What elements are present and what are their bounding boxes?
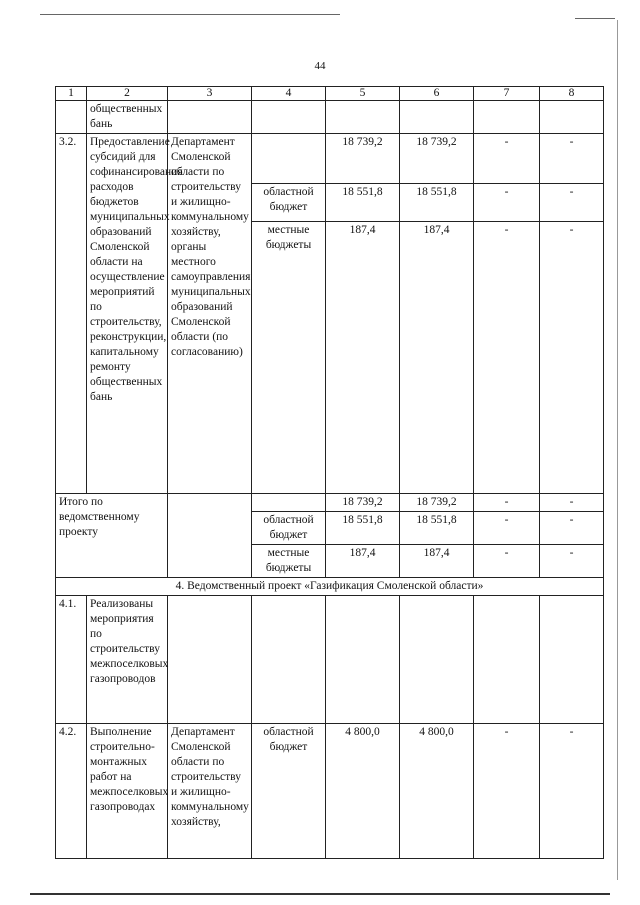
value-col6: 187,4 [400, 545, 474, 578]
col-header-1: 1 [56, 87, 87, 101]
col-header-8: 8 [540, 87, 604, 101]
table-row [56, 101, 604, 134]
row-number: 4.2. [56, 724, 87, 859]
value-col8: - [540, 545, 604, 578]
cell [56, 101, 87, 134]
source [252, 134, 326, 184]
value-col6: 4 800,0 [400, 724, 474, 859]
value-col5: 18 551,8 [326, 184, 400, 222]
scan-top-line-left [40, 14, 340, 15]
value-col8: - [540, 724, 604, 859]
row-number: 4.1. [56, 596, 87, 724]
table-row [56, 134, 604, 184]
measure-name: Реализованы мероприятия по строительству межпоселковых газопроводов [87, 596, 168, 724]
value-col8: - [540, 494, 604, 512]
source: областной бюджет [252, 184, 326, 222]
source [252, 494, 326, 512]
cell [326, 596, 400, 724]
executor: Департамент Смоленской области по строительству и жилищно-коммунальному хозяйству, органы местного самоуправления муниципальных образований Смоленской области (по согласованию) [168, 134, 252, 494]
cell [474, 596, 540, 724]
col-header-3: 3 [168, 87, 252, 101]
measure-name: Выполнение строительно-монтажных работ на межпоселковых газопроводах [87, 724, 168, 859]
value-col8: - [540, 222, 604, 494]
value-col7: - [474, 724, 540, 859]
total-label: Итого по ведомственному проекту [56, 494, 168, 578]
source: областной бюджет [252, 724, 326, 859]
cell [168, 101, 252, 134]
scan-top-line-right [575, 18, 615, 19]
value-col5: 18 739,2 [326, 134, 400, 184]
cell [252, 596, 326, 724]
header-row [56, 87, 604, 101]
value-col6: 187,4 [400, 222, 474, 494]
table-row [56, 596, 604, 724]
value-col8: - [540, 184, 604, 222]
value-col7: - [474, 545, 540, 578]
value-col5: 187,4 [326, 222, 400, 494]
row-number: 3.2. [56, 134, 87, 494]
value-col6: 18 551,8 [400, 512, 474, 545]
cell [252, 101, 326, 134]
table-row [56, 724, 604, 859]
value-col7: - [474, 494, 540, 512]
value-col7: - [474, 512, 540, 545]
col-header-6: 6 [400, 87, 474, 101]
executor: Департамент Смоленской области по строительству и жилищно-коммунальному хозяйству, [168, 724, 252, 859]
col-header-4: 4 [252, 87, 326, 101]
value-col6: 18 551,8 [400, 184, 474, 222]
cell [168, 494, 252, 578]
value-col6: 18 739,2 [400, 134, 474, 184]
value-col5: 18 551,8 [326, 512, 400, 545]
value-col5: 4 800,0 [326, 724, 400, 859]
cell [168, 596, 252, 724]
cell [400, 596, 474, 724]
col-header-7: 7 [474, 87, 540, 101]
scan-right-edge [617, 20, 618, 880]
col-header-2: 2 [87, 87, 168, 101]
value-col6: 18 739,2 [400, 494, 474, 512]
cell [474, 101, 540, 134]
value-col5: 187,4 [326, 545, 400, 578]
section-row [56, 578, 604, 596]
value-col7: - [474, 134, 540, 184]
value-col8: - [540, 512, 604, 545]
scan-bottom-line [30, 893, 610, 895]
value-col5: 18 739,2 [326, 494, 400, 512]
measure-name: Предоставление субсидий для софинансирования расходов бюджетов муниципальных образований Смоленской области на осуществление мероприятий по строительству, реконструкции, капитальному ремонту общественных бань [87, 134, 168, 494]
page-number: 44 [314, 60, 326, 72]
budget-table [55, 86, 604, 859]
section-title: 4. Ведомственный проект «Газификация Смоленской области» [56, 578, 604, 596]
value-col7: - [474, 184, 540, 222]
source: местные бюджеты [252, 222, 326, 494]
value-col8: - [540, 134, 604, 184]
source: областной бюджет [252, 512, 326, 545]
cont-name-cell: общественных бань [87, 101, 168, 134]
source: местные бюджеты [252, 545, 326, 578]
cell [540, 596, 604, 724]
value-col7: - [474, 222, 540, 494]
col-header-5: 5 [326, 87, 400, 101]
cell [326, 101, 400, 134]
cell [400, 101, 474, 134]
cell [540, 101, 604, 134]
table-row [56, 494, 604, 512]
